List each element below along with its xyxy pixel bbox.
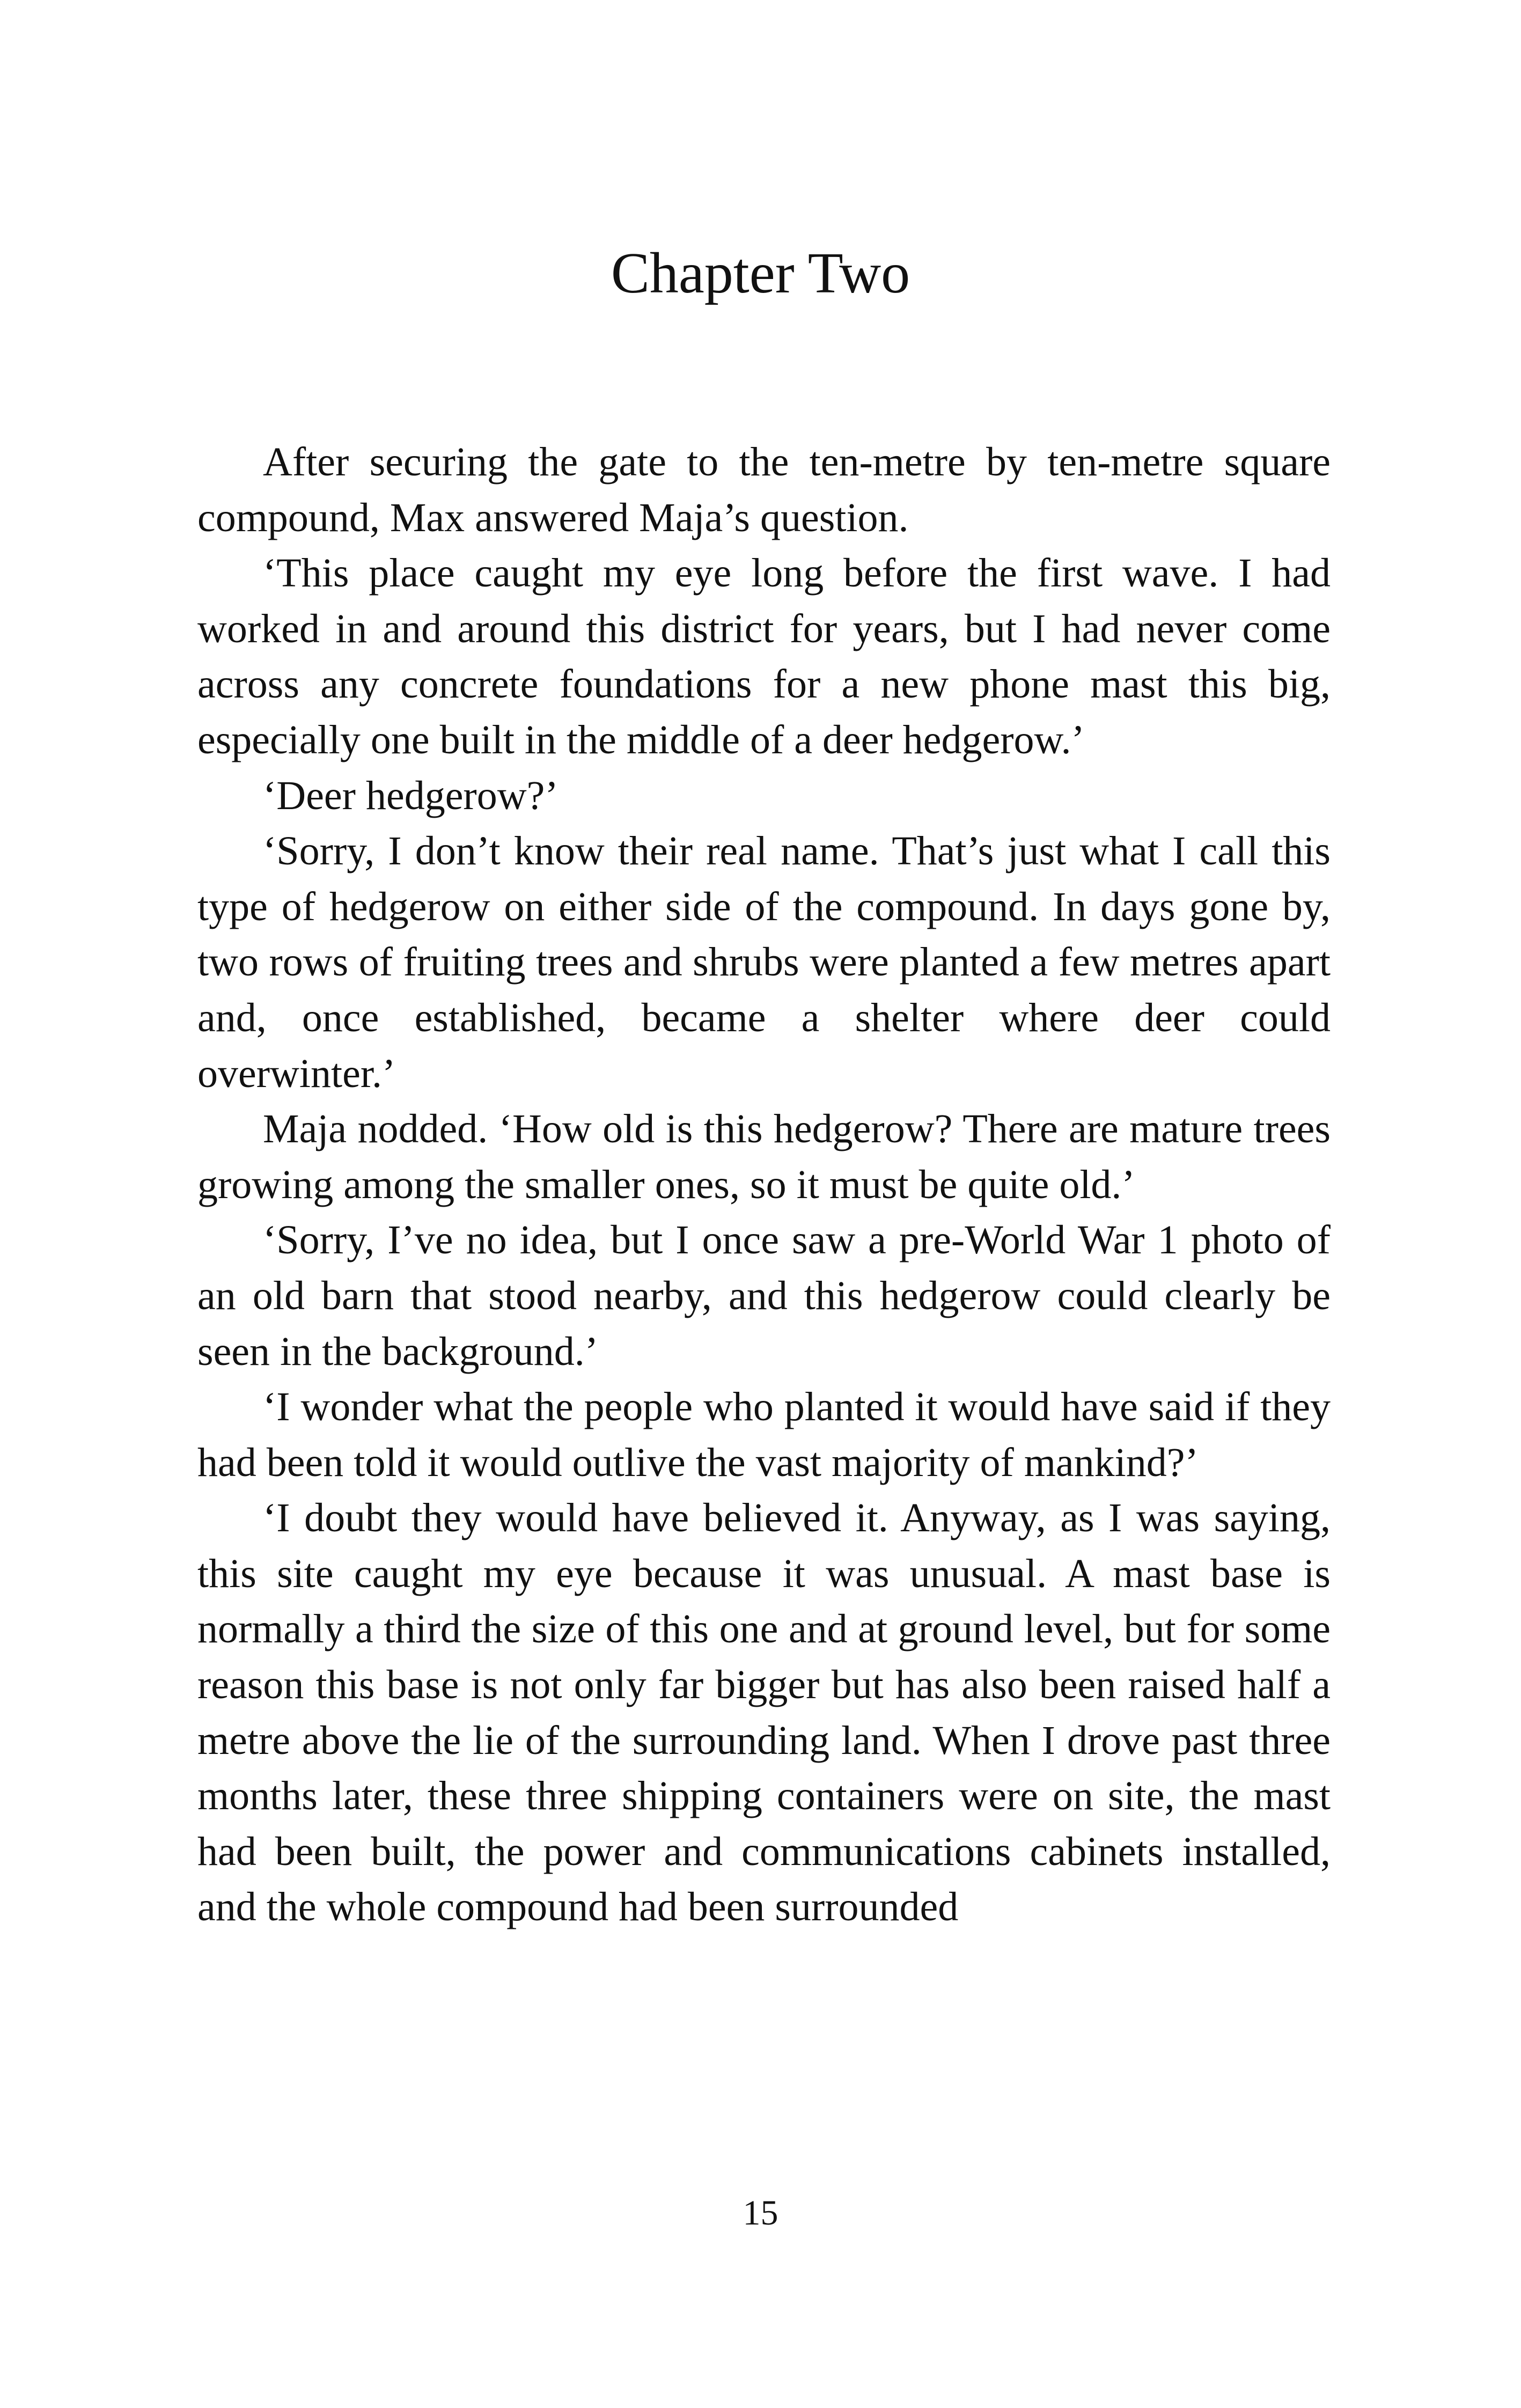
paragraph: After securing the gate to the ten-metre by ten-metre square compound, Max answered Maja’s question. xyxy=(197,439,1331,540)
paragraph: Maja nodded. ‘How old is this hedgerow? There are mature trees growing among the smaller ones, so it must be quite old.’ xyxy=(197,1106,1331,1207)
paragraph: ‘I wonder what the people who planted it would have said if they had been told it would outlive the vast majority of mankind?’ xyxy=(197,1384,1331,1485)
body-text xyxy=(197,435,1331,1935)
paragraph: ‘Sorry, I don’t know their real name. That’s just what I call this type of hedgerow on either side of the compound. In days gone by, two rows of fruiting trees and shrubs were planted a few metres apart and, once established, became a shelter where deer could overwinter.’ xyxy=(197,828,1331,1096)
paragraph: ‘I doubt they would have believed it. Anyway, as I was saying, this site caught my eye because it was unusual. A mast base is normally a third the size of this one and at ground level, but for some reason this base is not only far bigger but has also been raised half a metre above the lie of the surrounding land. When I drove past three months later, these three shipping containers were on site, the mast had been built, the power and communications cabinets installed, and the whole compound had been surrounded xyxy=(197,1495,1331,1930)
page-number: 15 xyxy=(743,2193,778,2233)
paragraph: ‘This place caught my eye long before the first wave. I had worked in and around this district for years, but I had never come across any concrete foundations for a new phone mast this big, especially one built in the middle of a deer hedgerow.’ xyxy=(197,550,1331,762)
paragraph: ‘Sorry, I’ve no idea, but I once saw a pre-World War 1 photo of an old barn that stood nearby, and this hedgerow could clearly be seen in the background.’ xyxy=(197,1217,1331,1374)
chapter-title: Chapter Two xyxy=(611,241,910,305)
paragraph: ‘Deer hedgerow?’ xyxy=(263,773,559,818)
